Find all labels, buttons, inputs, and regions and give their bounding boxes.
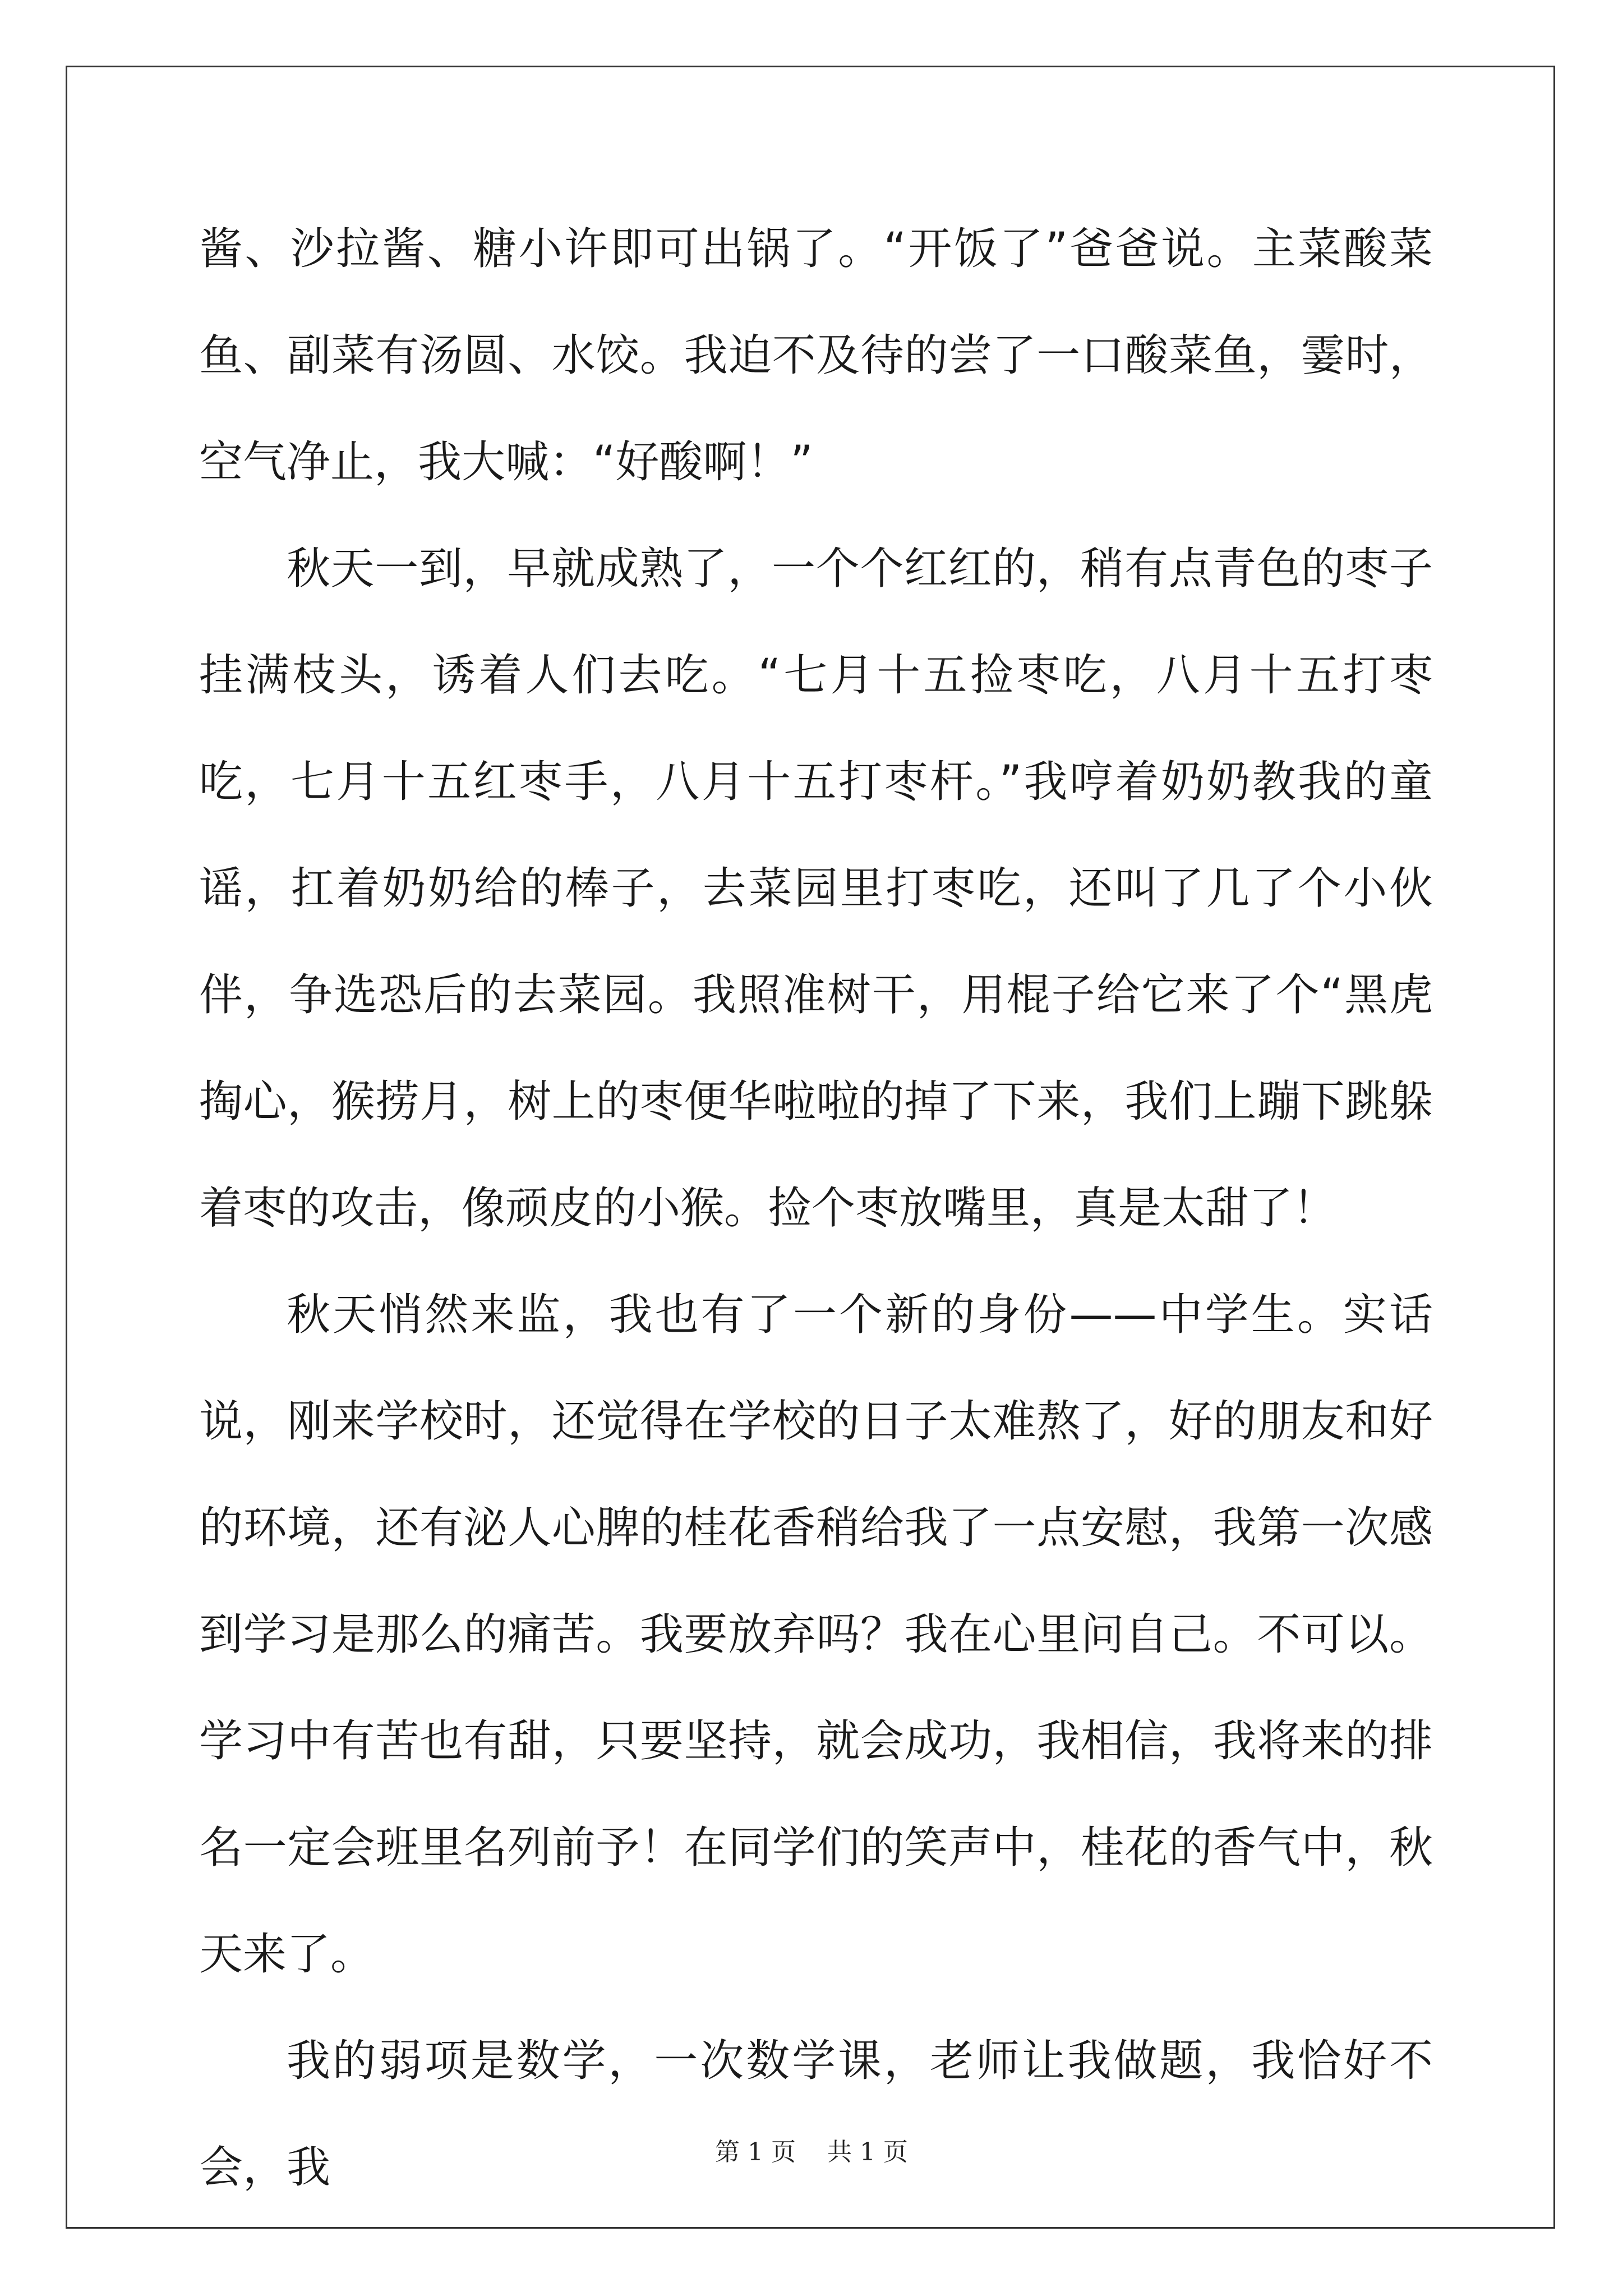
paragraph-1: 酱、沙拉酱、糖小许即可出锅了。“开饭了”爸爸说。主菜酸菜鱼、副菜有汤圆、水饺。我迫不及待的尝了一口酸菜鱼，霎时，空气净止，我大喊：“好酸啊！” <box>199 224 1433 487</box>
paragraph-2: 秋天一到，早就成熟了，一个个红红的，稍有点青色的枣子挂满枝头，诱着人们去吃。“七月十五捡枣吃，八月十五打枣吃，七月十五红枣手，八月十五打枣杆。”我哼着奶奶教我的童谣，扛着奶奶给的棒子，去菜园里打枣吃，还叫了几了个小伙伴，争选恐后的去菜园。我照准树干，用棍子给它来了个“黑虎掏心，猴捞月，树上的枣便华啦啦的掉了下来，我们上蹦下跳躲着枣的攻击，像顽皮的小猴。捡个枣放嘴里，真是太甜了！ <box>199 544 1433 1234</box>
page-number-footer: 第 1 页 共 1 页 <box>715 2138 908 2166</box>
document-body <box>199 196 1433 2221</box>
paragraph-4: 我的弱项是数学，一次数学课，老师让我做题，我恰好不会，我 <box>199 2036 1433 2193</box>
paragraph-3: 秋天悄然来监，我也有了一个新的身份——中学生。实话说，刚来学校时，还觉得在学校的日子太难熬了，好的朋友和好的环境，还有泌人心脾的桂花香稍给我了一点安慰，我第一次感到学习是那么的痛苦。我要放弃吗？我在心里问自己。不可以。学习中有苦也有甜，只要坚持，就会成功，我相信，我将来的排名一定会班里名列前予！在同学们的笑声中，桂花的香气中，秋天来了。 <box>199 1290 1433 1980</box>
